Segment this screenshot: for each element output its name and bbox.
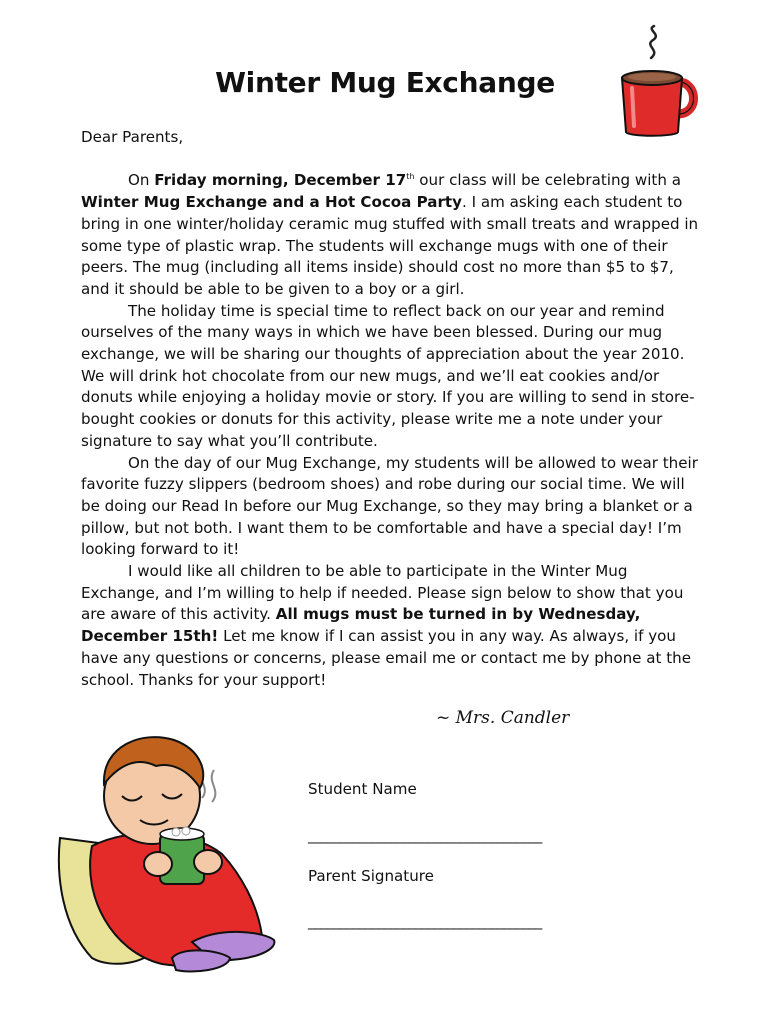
signoff: ~ Mrs. Candler — [436, 708, 570, 728]
paragraph-4: I would like all children to be able to participate in the Winter Mug Exchange, and I’m willing to help if needed. Please sign below to show that you are aware of this activity. All mugs must be turned in by Wednesday, December 15th! Let me know if I can assist you in any way. As always, if you have any questions or concerns, please email me or contact me by phone at the school. Thanks for your support! — [81, 562, 691, 689]
child-with-cocoa-illustration — [52, 726, 284, 976]
paragraph-3: On the day of our Mug Exchange, my students will be allowed to wear their favorite fuzzy slippers (bedroom shoes) and robe during our social time. We will be doing our Read In before our Mug Exchange, so they may bring a blanket or a pillow, but not both. I want them to be comfortable and have a special day! I’m looking forward to it! — [81, 453, 698, 559]
paragraph-2: The holiday time is special time to reflect back on our year and remind ourselves of the many ways in which we have been blessed. During our mug exchange, we will be sharing our thoughts of appreciation about the year 2010. We will drink hot chocolate from our new mugs, and we’ll eat cookies and/or donuts while enjoying a holiday movie or story. If you are willing to send in store-bought cookies or donuts for this activity, please write me a note under your signature to say what you’ll contribute. — [81, 301, 695, 450]
paragraph-1: On Friday morning, December 17th our class will be celebrating with a Winter Mug Exchange and a Hot Cocoa Party. I am asking each student to bring in one winter/holiday ceramic mug stuffed with small treats and wrapped in some type of plastic wrap. The students will exchange mugs with one of their peers. The mug (including all items inside) should cost no more than $5 to $7, and it should be able to be given to a boy or a girl. — [81, 171, 699, 298]
letter-body — [81, 127, 701, 691]
hot-mug-icon — [606, 22, 702, 140]
parent-signature-line[interactable]: _____________________________________ — [308, 912, 542, 930]
page-title: Winter Mug Exchange — [215, 66, 555, 99]
parent-signature-label: Parent Signature — [308, 867, 434, 885]
greeting: Dear Parents, — [81, 128, 184, 146]
student-name-line[interactable]: _____________________________________ — [308, 826, 542, 844]
student-name-label: Student Name — [308, 780, 417, 798]
